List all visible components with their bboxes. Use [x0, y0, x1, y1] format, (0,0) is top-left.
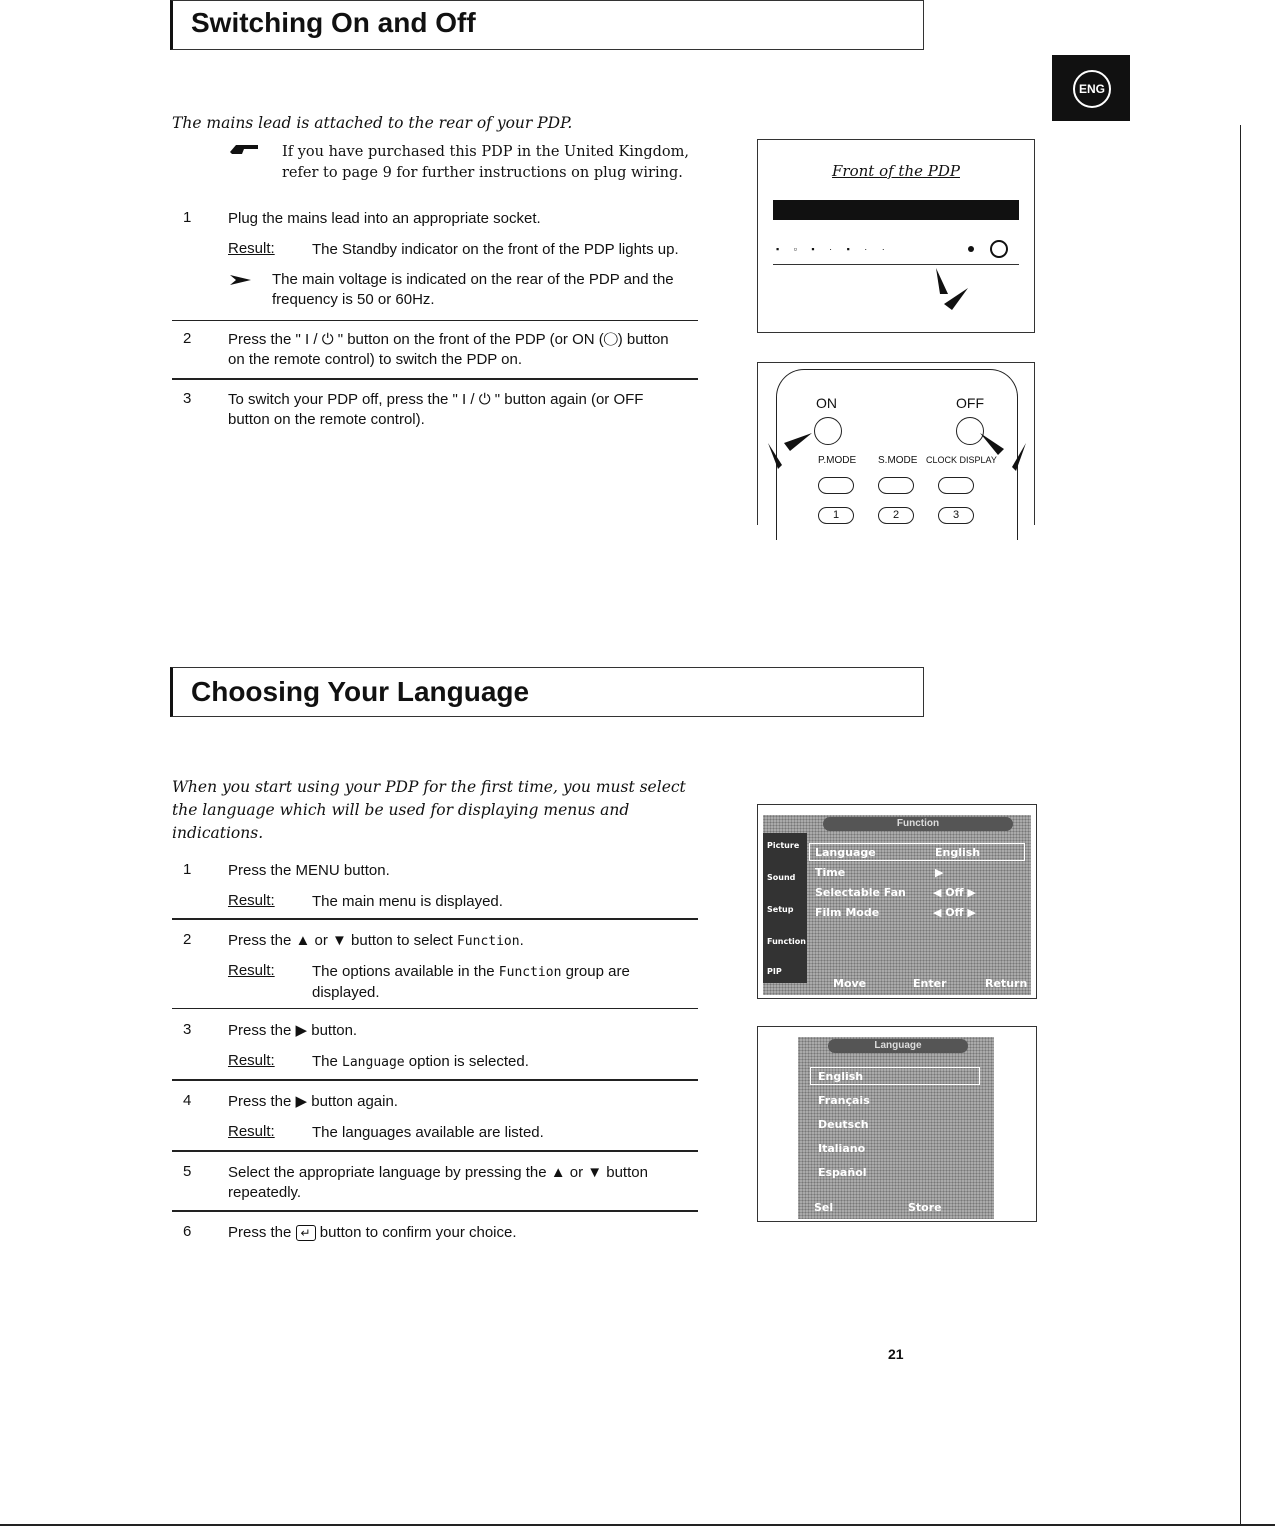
number-label: 2 — [892, 509, 900, 521]
result-text — [312, 1052, 692, 1073]
result-text: The Standby indicator on the front of the PDP lights up. — [312, 241, 679, 258]
pmode-button — [818, 477, 854, 494]
clock-button — [938, 477, 974, 494]
divider — [172, 378, 698, 380]
divider — [172, 1210, 698, 1212]
language-option-francais: Français — [818, 1094, 870, 1107]
language-option-italiano: Italiano — [818, 1142, 866, 1155]
figure-caption: Front of the PDP — [832, 162, 960, 180]
result-text-part: group are displayed. — [312, 963, 630, 1001]
page-number: 21 — [888, 1346, 904, 1362]
step-text-part: Press the ▲ or ▼ button to select — [228, 932, 457, 949]
function-menu-figure — [757, 804, 1037, 999]
divider — [172, 1079, 698, 1081]
divider — [172, 1150, 698, 1152]
step-number: 3 — [183, 390, 192, 407]
sidebar-item-pip: PIP — [767, 967, 782, 976]
result-text: The main menu is displayed. — [312, 893, 503, 910]
footer-store: Store — [908, 1201, 942, 1214]
footer-enter: Enter — [913, 977, 947, 990]
sidebar-item-sound: Sound — [767, 873, 796, 882]
result-label: Result: — [228, 1052, 275, 1069]
osd-footer — [813, 977, 1027, 991]
step-text: Plug the mains lead into an appropriate socket. — [228, 210, 541, 227]
result-text: The languages available are listed. — [312, 1124, 544, 1141]
front-pdp-figure — [757, 139, 1035, 333]
tip-arrow-icon — [229, 273, 253, 291]
language-option-espanol: Español — [818, 1166, 867, 1179]
intro-text: The mains lead is attached to the rear of your PDP. — [172, 114, 573, 132]
standby-indicator-icon — [968, 246, 974, 252]
result-text — [312, 962, 692, 1003]
pointer-arrow-icon — [976, 429, 1032, 474]
off-label: OFF — [956, 395, 984, 411]
intro-text: When you start using your PDP for the first time, you must select the language which will be used for displaying menus and indications. — [172, 778, 686, 842]
footer-return: Return — [985, 977, 1028, 990]
number-label: 3 — [952, 509, 960, 521]
step-text: Press the " I / ⏻ " button on the front of the PDP (or ON (◯) button on the remote control) to switch the PDP on. — [228, 331, 669, 368]
result-text-part: The — [312, 1053, 343, 1070]
section-header-switching — [170, 0, 924, 50]
page-bottom-rule — [0, 1524, 1275, 1526]
osd-title-bar: Function — [823, 817, 1013, 831]
number-button-2 — [878, 507, 914, 524]
osd-title-bar: Language — [828, 1039, 968, 1053]
step-number: 1 — [183, 209, 192, 226]
step-text: Press the ▶ button again. — [228, 1093, 398, 1110]
divider — [172, 320, 698, 321]
pointer-arrow-icon — [764, 429, 824, 474]
menu-label-film-mode: Film Mode — [815, 906, 880, 919]
divider — [172, 918, 698, 920]
step-number: 3 — [183, 1021, 192, 1038]
remote-figure — [757, 362, 1035, 525]
hand-icon — [228, 142, 260, 156]
function-keyword: Function — [456, 934, 520, 949]
eng-badge: ENG — [1073, 70, 1111, 108]
step-number: 6 — [183, 1223, 192, 1240]
step-number: 4 — [183, 1092, 192, 1109]
control-dots: ▪ ▫ ▪ · ▪ · · — [776, 244, 891, 254]
result-text-part: option is selected. — [404, 1053, 529, 1070]
step-text: To switch your PDP off, press the " I / ⏻ " button again (or OFF button on the remote control). — [228, 391, 644, 428]
menu-label-time: Time — [815, 866, 846, 879]
step-text: Press the ▶ button. — [228, 1022, 358, 1039]
language-option-deutsch: Deutsch — [818, 1118, 869, 1131]
language-menu-figure — [757, 1026, 1037, 1222]
function-keyword: Function — [498, 965, 562, 980]
smode-button — [878, 477, 914, 494]
on-label: ON — [816, 395, 837, 411]
number-label: 1 — [832, 509, 840, 521]
menu-label-language: Language — [815, 846, 876, 859]
result-label: Result: — [228, 1123, 275, 1140]
pmode-label: P.MODE — [818, 455, 857, 466]
section-header-language — [170, 667, 924, 717]
result-text-part: The options available in the — [312, 963, 499, 980]
step-number: 2 — [183, 330, 192, 347]
language-tab — [1052, 55, 1130, 121]
smode-label: S.MODE — [878, 455, 918, 466]
sidebar-item-function: Function — [767, 937, 806, 946]
section-title: Switching On and Off — [191, 7, 476, 38]
result-label: Result: — [228, 962, 275, 979]
menu-label-selectable-fan: Selectable Fan — [815, 886, 906, 899]
note-text: If you have purchased this PDP in the United Kingdom, refer to page 9 for further instructions on plug wiring. — [282, 144, 690, 181]
pointer-arrow-icon — [928, 264, 988, 319]
clock-display-label: CLOCK DISPLAY — [926, 455, 997, 465]
sidebar-item-setup: Setup — [767, 905, 794, 914]
step-number: 1 — [183, 861, 192, 878]
footer-move: Move — [833, 977, 867, 990]
step-text — [228, 931, 688, 952]
page-edge-line — [1240, 125, 1241, 1525]
step-text-part: . — [519, 932, 524, 949]
number-button-3 — [938, 507, 974, 524]
result-label: Result: — [228, 892, 275, 909]
step-text — [228, 1223, 688, 1243]
step-text-part: button to confirm your choice. — [315, 1224, 517, 1241]
number-button-1 — [818, 507, 854, 524]
step-number: 5 — [183, 1163, 192, 1180]
tip-text: The main voltage is indicated on the rear of the PDP and the frequency is 50 or 60Hz. — [272, 271, 674, 308]
step-number: 2 — [183, 931, 192, 948]
language-keyword: Language — [342, 1055, 405, 1070]
menu-value-selectable-fan: ◀ Off ▶ — [933, 886, 976, 899]
section-title: Choosing Your Language — [191, 676, 530, 707]
step-text: Select the appropriate language by pressing the ▲ or ▼ button repeatedly. — [228, 1164, 648, 1201]
osd-screen — [763, 815, 1031, 995]
pdp-screen — [773, 200, 1019, 220]
power-button-icon — [990, 240, 1008, 258]
enter-key-icon: ↵ — [296, 1225, 316, 1241]
menu-value-language: English — [935, 846, 981, 859]
menu-value-film-mode: ◀ Off ▶ — [933, 906, 976, 919]
step-text: Press the MENU button. — [228, 862, 390, 879]
divider — [172, 1008, 698, 1009]
language-option-english: English — [818, 1070, 864, 1083]
step-text-part: Press the — [228, 1224, 296, 1241]
osd-screen — [798, 1037, 994, 1219]
sidebar-item-picture: Picture — [767, 841, 800, 850]
menu-value-time: ▶ — [935, 866, 944, 879]
result-label: Result: — [228, 240, 275, 257]
footer-sel: Sel — [814, 1201, 834, 1214]
